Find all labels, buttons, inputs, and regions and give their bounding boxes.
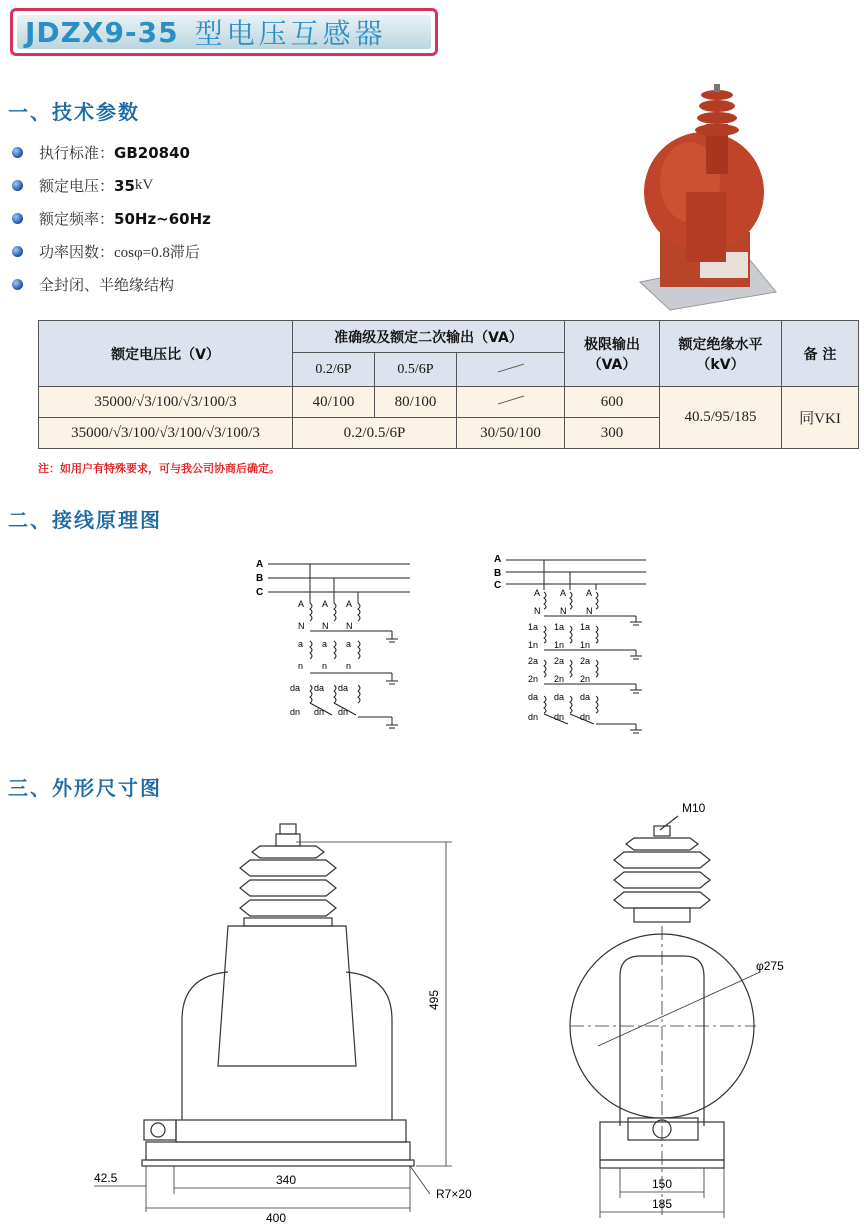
dim-diameter: φ275 [756, 959, 784, 973]
bullet-icon [12, 147, 23, 158]
winding-label: 2n [580, 674, 591, 684]
param-value: cosφ=0.8滞后 [114, 245, 200, 261]
winding-label: 1n [580, 640, 591, 650]
dim-185: 185 [652, 1197, 673, 1211]
bullet-icon [12, 180, 23, 191]
title-inner [17, 15, 431, 49]
winding-label: 1n [554, 640, 565, 650]
header-insulation: 额定绝缘水平（kV） [660, 321, 782, 387]
winding-label: 2n [554, 674, 565, 684]
header-accuracy: 准确级及额定二次输出（VA） [293, 321, 565, 353]
cell-r2-c12: 0.2/0.5/6P [293, 418, 457, 449]
winding-label: dn [290, 707, 301, 717]
winding-label: N [586, 606, 593, 616]
dim-400: 400 [266, 1211, 287, 1225]
param-value: 35 [114, 176, 135, 195]
winding-label: A [322, 599, 329, 609]
cell-note: 同VKI [782, 387, 859, 449]
dim-left-offset: 42.5 [94, 1171, 118, 1185]
winding-label: 2a [554, 656, 565, 666]
winding-label: da [338, 683, 349, 693]
winding-label: A [586, 588, 593, 598]
cell-r1-limit: 600 [565, 387, 660, 418]
winding-label: N [560, 606, 567, 616]
param-list [12, 136, 211, 301]
winding-label: A [560, 588, 567, 598]
footnote: 注：如用户有特殊要求，可与我公司协商后确定。 [38, 462, 280, 475]
bullet-icon [12, 279, 23, 290]
winding-label: N [534, 606, 541, 616]
winding-label: a [298, 639, 304, 649]
cell-r2-ratio: 35000/√3/100/√3/100/√3/100/3 [39, 418, 293, 449]
winding-label: da [580, 692, 591, 702]
winding-label: dn [528, 712, 539, 722]
slash-icon [496, 394, 526, 406]
param-item [12, 136, 211, 169]
param-item [12, 235, 211, 268]
winding-label: n [298, 661, 304, 671]
winding-label: dn [554, 712, 565, 722]
section-title-wiring: 二、接线原理图 [8, 508, 162, 532]
winding-label: da [528, 692, 539, 702]
section-title-dimensions: 三、外形尺寸图 [8, 776, 162, 800]
header-class-3-empty [457, 353, 565, 387]
winding-label: da [290, 683, 301, 693]
winding-label: N [346, 621, 353, 631]
winding-label: dn [338, 707, 349, 717]
title-banner [10, 8, 438, 56]
dim-radius: R7×20 [436, 1187, 472, 1201]
product-model: JDZX9-35 [25, 15, 179, 49]
winding-label: dn [580, 712, 591, 722]
dim-340: 340 [276, 1173, 297, 1187]
param-value: GB20840 [114, 143, 190, 162]
winding-label: 2a [528, 656, 539, 666]
param-item [12, 202, 211, 235]
winding-label: A [534, 588, 541, 598]
winding-label: n [346, 661, 352, 671]
winding-label: a [322, 639, 328, 649]
dim-height: 495 [427, 989, 441, 1010]
param-label: 全封闭、半绝缘结构 [39, 276, 175, 294]
phase-label: A [494, 554, 502, 565]
cell-r2-limit: 300 [565, 418, 660, 449]
winding-label: n [322, 661, 328, 671]
header-note: 备 注 [782, 321, 859, 387]
phase-label: A [256, 559, 264, 570]
param-label: 额定电压： [39, 177, 115, 195]
dim-150: 150 [652, 1177, 673, 1191]
winding-label: 1a [528, 622, 539, 632]
cell-r2-c3: 30/50/100 [457, 418, 565, 449]
section-title-specs: 一、技术参数 [8, 100, 140, 124]
cell-r1-c2: 80/100 [375, 387, 457, 418]
header-class-1: 0.2/6P [293, 353, 375, 387]
product-photo [630, 82, 780, 312]
phase-label: C [256, 587, 264, 598]
bullet-icon [12, 213, 23, 224]
winding-label: 2a [580, 656, 591, 666]
cell-r1-c3-empty [457, 387, 565, 418]
phase-label: B [494, 568, 502, 579]
winding-label: 1n [528, 640, 539, 650]
winding-label: 1a [554, 622, 565, 632]
winding-label: da [554, 692, 565, 702]
product-name: 型电压互感器 [194, 17, 387, 50]
winding-label: 2n [528, 674, 539, 684]
winding-label: da [314, 683, 325, 693]
param-label: 功率因数： [39, 243, 115, 261]
winding-label: N [298, 621, 305, 631]
winding-label: A [346, 599, 353, 609]
param-value: 50Hz~60Hz [114, 209, 211, 228]
param-label: 额定频率： [39, 210, 115, 228]
dim-thread: M10 [682, 801, 706, 815]
spec-table [38, 320, 859, 449]
front-view-drawing [90, 820, 490, 1225]
param-item [12, 268, 211, 301]
bullet-icon [12, 246, 23, 257]
phase-label: B [256, 573, 264, 584]
winding-label: 1a [580, 622, 591, 632]
param-unit: kV [134, 177, 154, 193]
cell-r1-c1: 40/100 [293, 387, 375, 418]
header-class-2: 0.5/6P [375, 353, 457, 387]
winding-label: A [298, 599, 305, 609]
param-label: 执行标准： [39, 144, 115, 162]
cell-r1-ratio: 35000/√3/100/√3/100/3 [39, 387, 293, 418]
phase-label: C [494, 580, 502, 591]
winding-label: a [346, 639, 352, 649]
header-limit: 极限输出（VA） [565, 321, 660, 387]
wiring-diagram-right [490, 550, 660, 740]
winding-label: dn [314, 707, 325, 717]
side-view-drawing [560, 796, 810, 1226]
winding-label: N [322, 621, 329, 631]
header-ratio: 额定电压比（V） [39, 321, 293, 387]
wiring-diagram-left [252, 555, 422, 735]
slash-icon [496, 362, 526, 374]
param-item [12, 169, 211, 202]
cell-insulation: 40.5/95/185 [660, 387, 782, 449]
